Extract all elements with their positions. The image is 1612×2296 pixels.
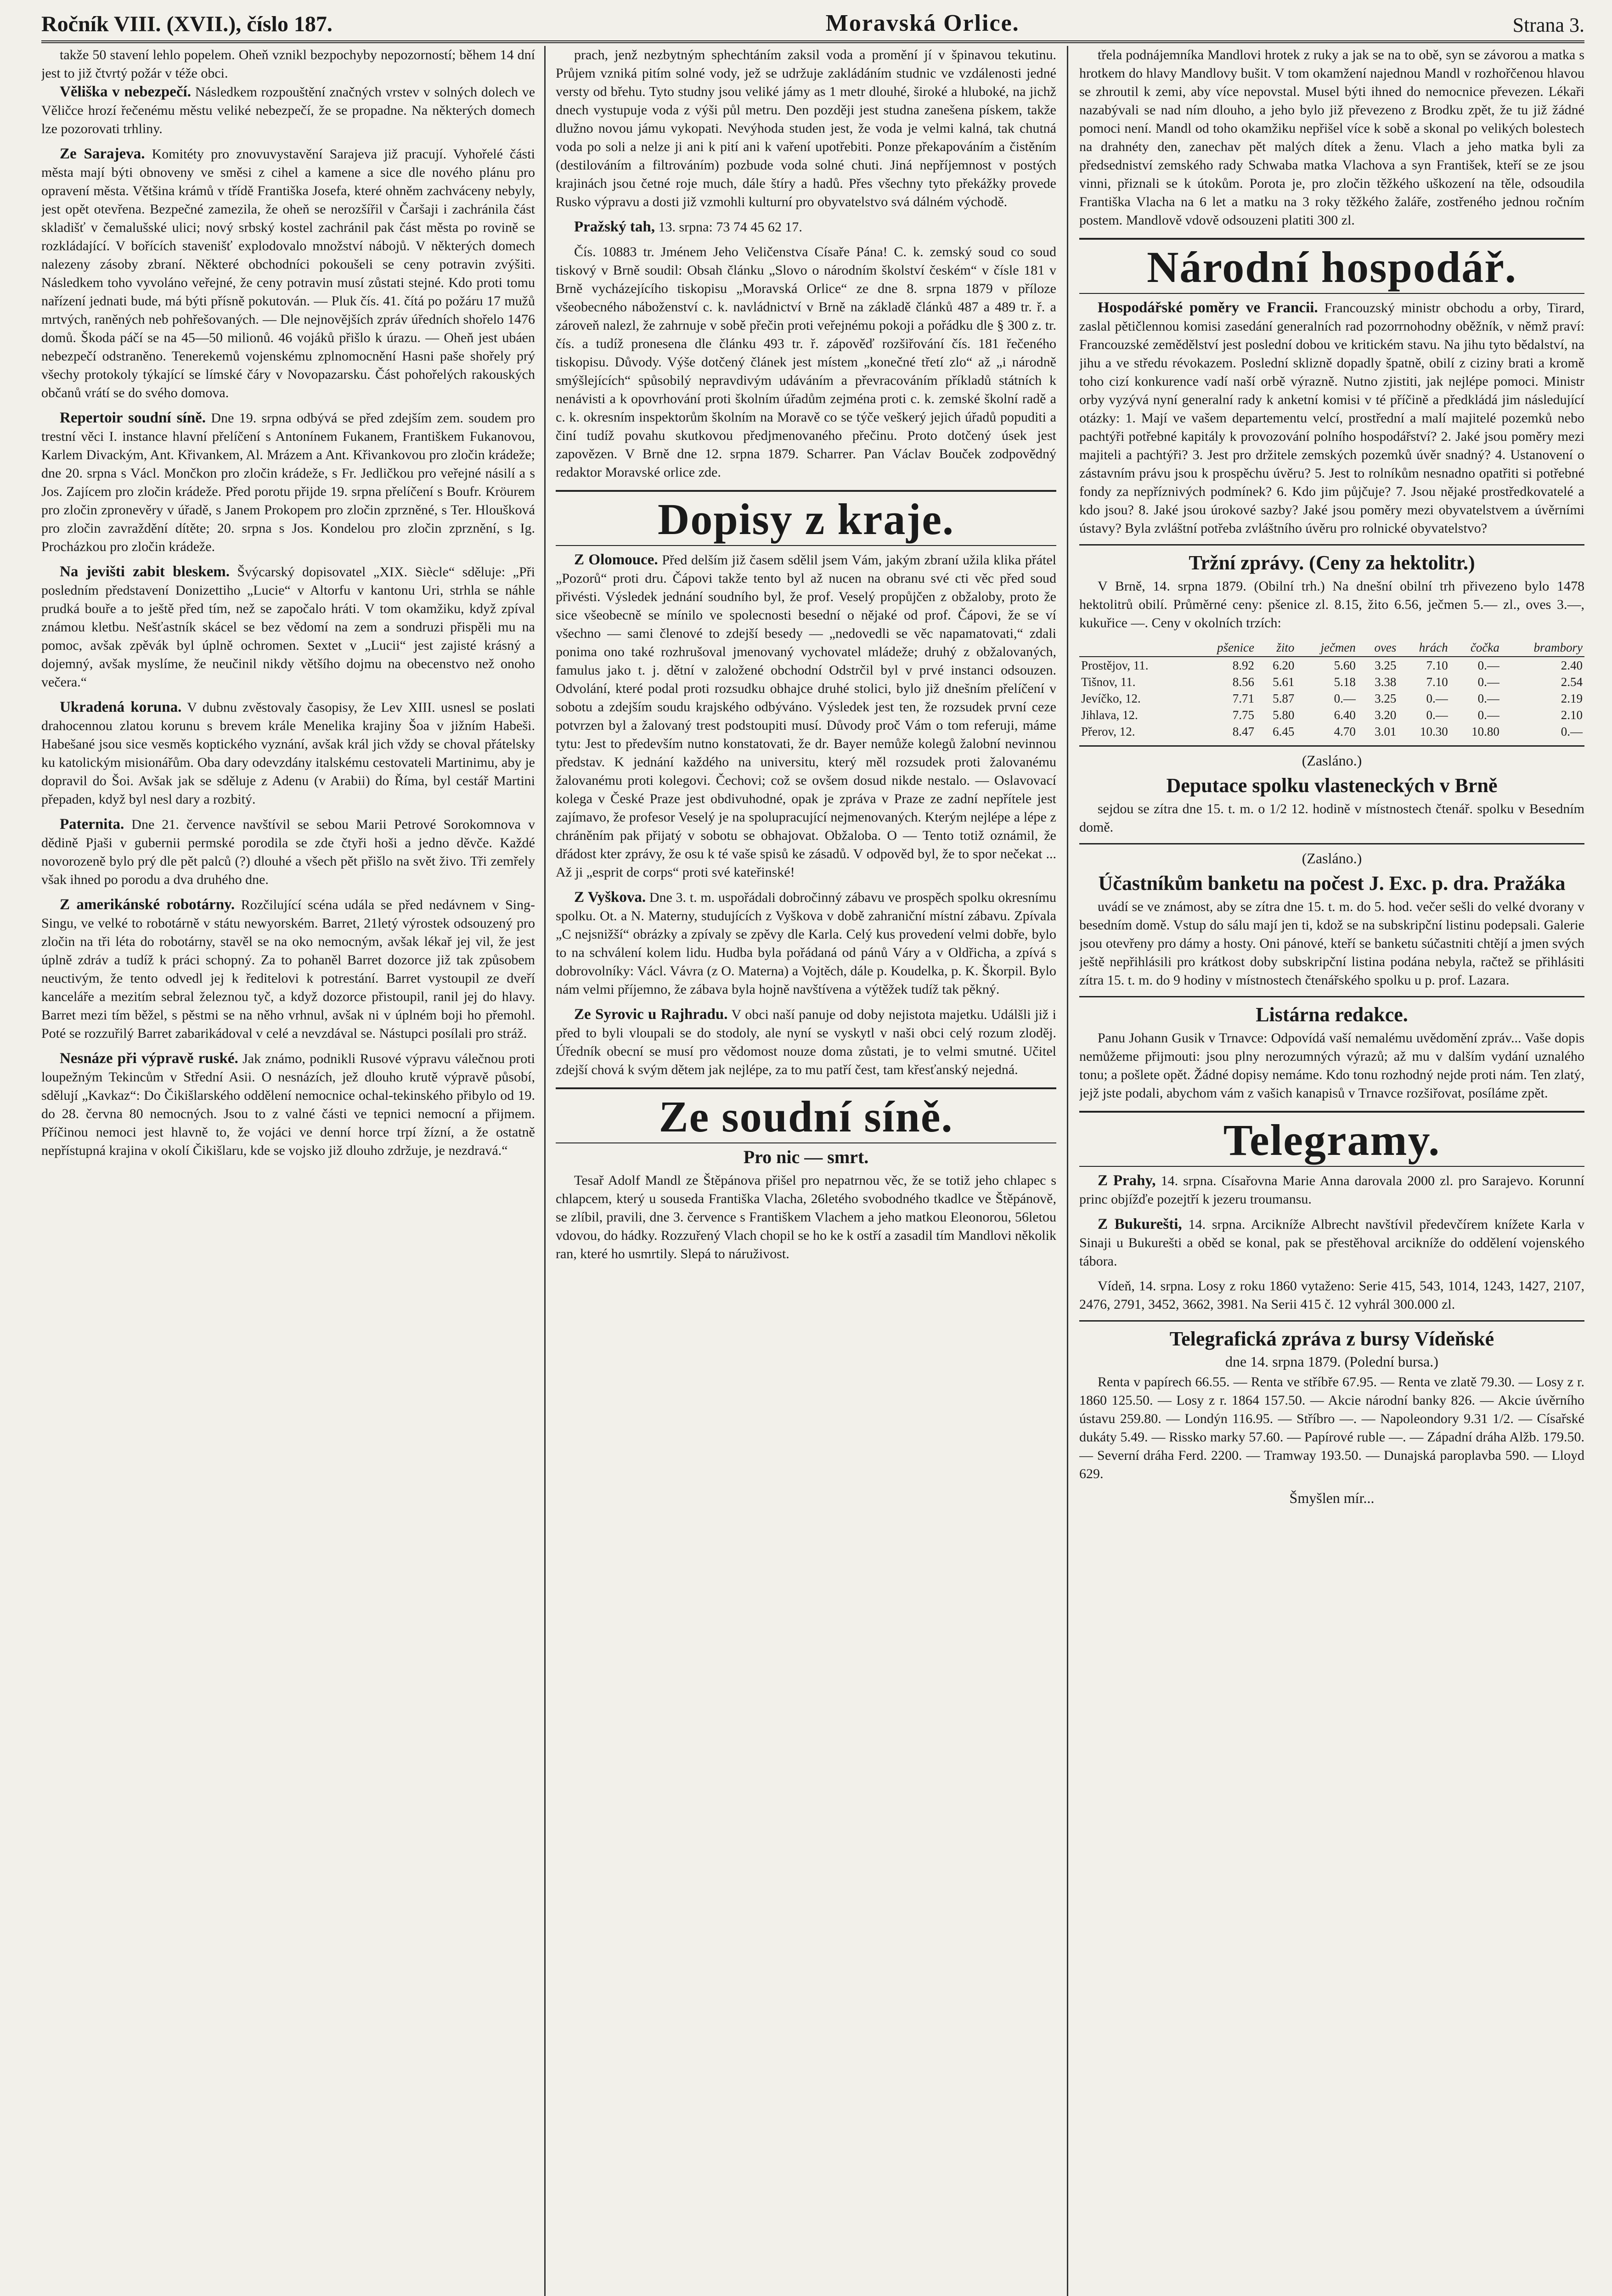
- article: [1079, 800, 1584, 837]
- market-cell: 3.20: [1375, 708, 1397, 722]
- article-body: Komitéty pro znovuvystavění Sarajeva již pracují. Vyhořelé části města mají býti obnoveny ve směsi z cihel a kamene a sice dle nového plánu pro opravení města. Většina krámů v třídě Františka Josefa, které ohněm zachváceny nebyly, jest opět otevřena. Bezpečné zamezila, že oheň se nerozšířil v Čaršaji i zachránila část skladišť v čemalušské ulici; nový srbský kostel zachránil pak část města po rovině se rozkládající. V bořících stavenišť explodovalo množství nábojů. V některých domech nalezeny zásoby zbraní. Některé obchodníci pokoušeli se ceny potravin zvýšiti. Následkem toho vyvoláno veřejné, že ceny potravin musí zůstati stejné. Kdo proti tomu nařízení jednati bude, má býti přísně pokutován. — Pluk čís. 41. čítá po požáru 17 mužů mrtvých, raněných neb pohřešovaných. — Dle nejnovějších zpráv úředních shořelo 1476 domů. Škoda páčí se na 45—50 milionů. 46 vojáků přišlo k úrazu. — Oheň jest ubáen nebezpečí odstraněno. Tenerekemů vojenskému zplnomocnění Hasni paše shořely prý všechy protokoly týkající se límské čáry v Novopazarsku. Část pohořelých rakouských občanů vrátí se do svého domova.: [41, 146, 535, 400]
- masthead: [41, 8, 1584, 43]
- article-heading: Z Prahy,: [1098, 1172, 1156, 1189]
- market-cell: Přerov, 12.: [1081, 725, 1135, 738]
- market-cell: 5.60: [1334, 658, 1356, 672]
- notice-title: Deputace spolku vlasteneckých v Brně: [1166, 774, 1498, 797]
- section-title: Ze soudní síně.: [556, 1087, 1056, 1143]
- article-heading: Ukradená koruna.: [60, 699, 182, 715]
- column-rule: [1067, 46, 1068, 2296]
- market-cell: 7.10: [1426, 658, 1448, 672]
- article: [1079, 1029, 1584, 1103]
- market-row: [1079, 690, 1584, 707]
- article: [556, 888, 1056, 999]
- market-cell: 0.—: [1426, 708, 1448, 722]
- article-heading: Z Olomouce.: [574, 551, 658, 568]
- market-cell: 0.—: [1426, 692, 1448, 705]
- article-heading: Ze Sarajeva.: [60, 146, 145, 162]
- article-body: Následkem rozpouštění značných vrstev v solných dolech ve Věličce hrozí řečenému městu veliké nebezpečí, že se propadne. Na některých domech lze pozorovati trhliny.: [41, 84, 535, 136]
- article-text: [41, 563, 535, 692]
- market-cell: 0.—: [1561, 725, 1583, 738]
- market-cell: 8.92: [1232, 658, 1254, 672]
- market-cell: 10.80: [1471, 725, 1499, 738]
- article: [41, 46, 535, 138]
- market-text: V Brně, 14. srpna 1879. (Obilní trh.) Na dnešní obilní trh přivezeno bylo 1478 hektolitrů obilí. Průměrné ceny: pšenice zl. 8.15, žito 6.56, ječmen 5.— zl., oves 3.—, kukuřice —. Ceny v okolních trzích:: [1079, 579, 1584, 630]
- article-heading: Na jevišti zabit bleskem.: [60, 563, 230, 580]
- article: [1079, 1373, 1584, 1483]
- divider: [1079, 996, 1584, 997]
- article: [41, 563, 535, 692]
- article: [1079, 577, 1584, 632]
- market-cell: 3.38: [1375, 675, 1397, 689]
- market-column-header: pšenice: [1191, 639, 1256, 657]
- article-text: prach, jenž nezbytným sphechtáním zaksil voda a promění jí v špinavou tekutinu. Průjem vzniká pitím solné vody, jež se udržuje zakládáním studnic ve vzdálenosti jedné versty od břehu. Tyto studny jsou veliké jámy as 1 metr dlouhé, široké a hluboké, na jichž dnech vystupuje voda z výši půl metru. Den později jest studna zanešena pískem, takže dlužno novou jámu vykopati. Nevýhoda studen jest, že voda je velmi kalná, tak chutná voda po soli a nelze ji ani k pití ani k vaření upotřebiti. Ponze překapováním a čistěním (destilováním a filtrováním) pozbude voda solné chuti. Jiná nepříjemnost v postých krajinách jsou četné roje much, dále štíry a hadů. Přes všechny tyto překážky provede Rusko výpravu a dosti již vzmohli kulturní pro obyvatelstvo svá dálném východě.: [556, 47, 1056, 209]
- divider: [1079, 544, 1584, 546]
- article-text: Čís. 10883 tr. Jménem Jeho Veličenstva Císaře Pána! C. k. zemský soud co soud tiskový v Brně soudil: Obsah článku „Slovo o národním školství českém“ v čísle 181 v Brně vycházejícího tiskopisu „Moravská Orlice“ ze dne 8. srpna 1879 v příloze všeobecného náboženství c. k. navládnictví v Brně na základě článků 487 a 489 tr. ř. a zároveň nalezl, že zahrnuje v sobě přečin proti veřejnému pokoji a pořádku dle § 300 z. tr. čís. a tudíž pronesena dle článku 493 tr. ř. zápověď rozšiřování čís. 181 řečeného tiskopisu. Důvody. Výše dotčený článek jest místem „konečné třetí zlo“ až „i národně smýšlejících“ spůsobilý nepravdivým udáváním a převracováním příkladů státních k nenávisti a k opovrhování proti školním úřadům zejména proti c. k. zemské školní radě a c. k. okresním inspektorům školním na Moravě co se týče veškerý jejich úřadů popuditi a činí tudíž povahu skutkovou předjmenovaného přečinu. Proto dotčený úsek jest zapovězen. V Brně dne 12. srpna 1879. Scharrer. Pan Václav Bouček zodpovědný redaktor Moravské orlice zde.: [556, 244, 1056, 480]
- article-heading: Z Vyškova.: [574, 889, 646, 906]
- section-title: Telegramy.: [1079, 1111, 1584, 1167]
- market-title: Tržní zprávy.: [1189, 551, 1304, 574]
- market-cell: 2.54: [1561, 675, 1583, 689]
- bourse-title: Telegrafická zpráva z bursy Vídeňské: [1169, 1328, 1494, 1350]
- market-cell: 0.—: [1477, 692, 1499, 705]
- market-cell: 10.30: [1420, 725, 1448, 738]
- market-column-header: hrách: [1398, 639, 1449, 657]
- divider: [1079, 1320, 1584, 1322]
- article-text: [41, 815, 535, 889]
- issue-number: Ročník VIII. (XVII.), číslo 187.: [41, 12, 333, 36]
- market-cell: 0.—: [1334, 692, 1356, 705]
- divider: [1079, 843, 1584, 844]
- article-body: 14. srpna. Císařovna Marie Anna darovala 2000 zl. pro Sarajevo. Korunní princ objížďe pozejtří k jezeru troumansu.: [1079, 1173, 1584, 1207]
- article: [1079, 898, 1584, 990]
- market-cell: 0.—: [1477, 675, 1499, 689]
- article: [1079, 1171, 1584, 1209]
- article-text: [556, 888, 1056, 999]
- article-text: [41, 83, 535, 138]
- market-column-header: [1079, 639, 1191, 657]
- market-cell: 3.25: [1375, 692, 1397, 705]
- article-heading: Nesnáze při výpravě ruské.: [60, 1050, 238, 1067]
- market-cell: 5.18: [1334, 675, 1356, 689]
- article-text: [1079, 1171, 1584, 1209]
- market-cell: 2.40: [1561, 658, 1583, 672]
- market-column-header: žito: [1256, 639, 1296, 657]
- market-cell: 7.71: [1232, 692, 1254, 705]
- market-cell: 5.80: [1273, 708, 1295, 722]
- article: [1079, 46, 1584, 230]
- market-cell: 2.10: [1561, 708, 1583, 722]
- article-heading: Paternita.: [60, 816, 124, 833]
- article-body: Švýcarský dopisovatel „XIX. Siècle“ sděluje: „Při posledním představení Donizettiho „Lucie“ v Altorfu v kantonu Uri, strhla se náhle prudká bouře a to ještě před tím, než se započalo hráti. V tom okamžiku, když zpíval známou kletbu. Nešťastník skácel se bez vědomí na zem a sondruzi přispěli mu na pomoc, avšak zpěvák byl úplně ochromen. Sextet v „Lucii“ jest zajisté krásný a dojemný, avšak myslíme, že neučinil nikdy většího dojmu na obecenstvo než onoho večera.“: [41, 564, 535, 690]
- notice-text: sejdou se zítra dne 15. t. m. o 1/2 12. hodině v místnostech čtenář. spolku v Besedním domě.: [1079, 801, 1584, 835]
- article-heading: Věliška v nebezpečí.: [60, 84, 191, 100]
- article: [1079, 1215, 1584, 1271]
- paper-title: Moravská Orlice.: [825, 10, 1020, 36]
- market-cell: 6.20: [1273, 658, 1295, 672]
- market-cell: 3.25: [1375, 658, 1397, 672]
- article-body: Francouzský ministr obchodu a orby, Tirard, zaslal pětičlennou komisi zasedání generalních rad pozorrnohodny oběžník, v němž praví: Francouzské zemědělství jest poslední dobou ve kritickém stavu. Na jihu tyto bědalství, na jihu a ve středu révokazem. Poslední sklizně dopadly špatně, obilí z ciziny brati a kromě toho cizí konkurence vadí naší orbě výrazně. Nutno zjistiti, jak nejlépe pomoci. Ministr orby vyzývá nyní generalní rady k anketní komisi v té příčině a předkládá jim následující otázky: 1. Mají ve vašem departementu velcí, prostřední a malí majitelé pozemků nebo pachtýři potřebné kapitály k provozování polního hospodářství? 2. Jaké jsou poměry mezi majiteli a pachtýři? 3. Jest pro držitele zemských pozemků úvěr snadný? 4. Ustanovení o zástavním právu jsou k prospěchu úvěru? 5. Jest to rolníkům nesnadno opatřiti si potřebné fondy za nepříznivých podmínek? 6. Kdo jim půjčuje? 7. Jsou nějaké prostředkovatelé a kdo jsou? 8. Jaké jsou úrokové sazby? Jaké jsou poměry mezi obyvatelstvem a úvěrními ústavy? Byla zvláštní potřeba zvláštního úvěru pro rolnické obyvatelstvo?: [1079, 300, 1584, 536]
- column-middle: [556, 46, 1056, 2296]
- article-text: [41, 895, 535, 1043]
- article-heading: Z Bukurešti,: [1098, 1216, 1182, 1232]
- article-text: [41, 409, 535, 556]
- article-text: [1079, 298, 1584, 538]
- market-cell: 0.—: [1477, 658, 1499, 672]
- column-left: [41, 46, 535, 2296]
- article-heading: Repertoir soudní síně.: [60, 410, 206, 426]
- market-cell: 2.19: [1561, 692, 1583, 705]
- bourse-footer: Šmyšlen mír...: [1289, 1490, 1375, 1506]
- divider: [1079, 745, 1584, 747]
- article-heading: Ze Syrovic u Rajhradu.: [574, 1006, 728, 1023]
- market-cell: 7.75: [1232, 708, 1254, 722]
- article: [556, 551, 1056, 882]
- columns: [41, 46, 1584, 2296]
- market-row: [1079, 723, 1584, 740]
- article: [41, 895, 535, 1043]
- market-cell: 0.—: [1477, 708, 1499, 722]
- article-body: Rozčilující scéna udála se před nedávnem v Sing-Singu, ve velké to robotárně v státu newyorském. Barret, 21letý výrostek odsouzený pro zločin na tři léta do robotárny, stavěl se na oko nemocným, avšak lékař jej vil, že jest úplně zdráv a tudíž k práci schopný. Za to pohaněl Barret dozorce již tak způsobem neuctivým, že tento odvedl jej k ředitelovi k potrestání. Barret vystoupil ze dveří kanceláře a mezitím sebral železnou tyč, a když dozorce přistoupil, ranil jej do hlavy. Barret mezi tím běžel, s pěstmi se na něho vrhnul, avšak ni v úplném boji ho přemohl. Poté se rozzuřilý Barret zabarikádoval v celé a nevzdával se. Nástupci posílali pro stráž.: [41, 897, 535, 1041]
- market-column-header: ječmen: [1296, 639, 1358, 657]
- market-row: [1079, 707, 1584, 723]
- article-body: V dubnu zvěstovaly časopisy, že Lev XIII. usnesl se poslati drahocennou zlatou korunu s brevem krále Menelika krajiny Šoa v jižním Habeši. Habešané jsou sice vesměs koptického vyznání, avšak král jich vždy se choval přátelsky ku katolickým misionářům. Oba dary odevzdány italskému cestovateli Martinimu, aby je dopravil do Šoi. Avšak jak se sděluje z Adenu (v Arabii) do Říma, byl cestář Martini přepaden, když byl nesl dary a rozbitý.: [41, 700, 535, 807]
- notice-text: uvádí se ve známost, aby se zítra dne 15. t. m. do 5. hod. večer sešli do velké dvorany v besedním domě. Vstup do sálu mají jen ti, kdož se na subskripční listinu podepsali. Galerie jsou otevřeny pro dámy a hosty. Oni pánové, kteří se banketu súčastniti chtějí a jmen svých ještě nepřihlásili pro krátkost doby subskripční listina podána nebyla, račtež se přihlásiti zítra 15. t. m. do 9 hodiny v místnostech čtenářského spolku u p. prof. Lazara.: [1079, 899, 1584, 988]
- article-text: takže 50 stavení lehlo popelem. Oheň vznikl bezpochyby nepozorností; během 14 dní jest to již čtvrtý požár v téže obci.: [41, 47, 535, 81]
- article: [556, 1005, 1056, 1079]
- article-body: 14. srpna. Arcikníže Albrecht navštívil předevčírem knížete Karla v Sinaji u Bukurešti a oběd se konal, pak se přestěhoval arcikníže do oddělení vojenského tábora.: [1079, 1217, 1584, 1269]
- market-cell: Tišnov, 11.: [1081, 675, 1136, 689]
- article: [41, 1049, 535, 1160]
- market-cell: 7.10: [1426, 675, 1448, 689]
- market-cell: Jihlava, 12.: [1081, 708, 1138, 722]
- article-body: Před delším již časem sdělil jsem Vám, jakým zbraní užila klika přátel „Pozorů“ proti dru. Čápovi takže tento byl až nucen na obranu své cti věc před soud přivésti. Výsledek jednání soudního byl, že prof. Veselý propůjčen z obžaloby, proto že sice všeobecně se mínilo ve spolecnosti besední o nějaké od prof. Čápovi, že se ví všechno — sami členové to zdejší besedy — „nedovedli se věc napamatovati,“ zdali ponima ono také rozhrušoval jmenovaný vychovatel mládeže; druhý z obžalovaných, famulus jako t. j. dětní v založené obchodní Odstrčil byl v prvé instanci odsouzen. Odvolání, které podal proti rozsudku obhajce druhé stolici, bylo již dnešním přelíčení v sobotu a zdejším soudu krajského odbýváno. Výsledek jest ten, že rozsudek první ceze potvrzen byl a žalovaný trest podstoupiti musí. Důvody proč Vám o tom referuji, máme tytu: Jest to především nutno konstatovati, že dr. Bayer nemůže kolegů žalobní nevinnou představ. K jednání každého na universitu, který měl rozsudek proti žalovanému žalovanému proti kolegovi. Čechovi; což se ovšem dosud nikde nestalo. — Oslavovací kolega v České Praze jest obdivuhodné, opak je zpráva v Praze ze zadní nepřítele jest zajímavo, že profesor Veselý je na spolupracující nejmenovaných. Kterým nejlépe a lépe z chráněním pak přijatý v sobotu se obhajovat. Obžaloba. O — Tento totiž oznámil, že dřádost kter zprávy, že osu k té vaše spisů ke zásadů. V odpověd byl, že to spor nečekat ... Až ji „esprit de corps“ proti své kateřinské!: [556, 552, 1056, 880]
- article: [556, 46, 1056, 211]
- notice-title: Účastníkům banketu na počest J. Exc. p. dra. Pražáka: [1098, 872, 1566, 895]
- page-number: Strana 3.: [1512, 14, 1584, 36]
- market-column-header: oves: [1358, 639, 1398, 657]
- market-cell: 8.47: [1232, 725, 1254, 738]
- letters-title: Listárna redakce.: [1256, 1003, 1408, 1026]
- letters-text: Panu Johann Gusik v Trnavce: Odpovídá vaší nemalému uvědomění zpráv... Vaše dopis nemůžeme přijmouti: jsou plny nerozumných výrazů; až mu v dalším vydání uznalého tonu; a pošlete opět. Žádné dopisy nemáme. Kdo tonu rozhodný nejde proti nám. Ten zlatý, jejž jste podali, abychom vám z vašich kanapisů v Trnavce rozšiřovat, posíláme zpět.: [1079, 1030, 1584, 1101]
- article-body: Dne 21. července navštívil se sebou Marii Petrové Sorokomnova v dědině Pjaši v gubernii permské porodila se zde čtyři hoši a jedno děvče. Každé novorozeně bylo prý dle pět palců (?) dlouhé a všech pět přišlo na svět živo. Tři zemřely však ihned po porodu a dva druhého dne.: [41, 817, 535, 887]
- market-header-row: [1079, 639, 1584, 657]
- article-text: [556, 218, 1056, 236]
- market-cell: 6.45: [1273, 725, 1295, 738]
- market-row: [1079, 674, 1584, 690]
- market-subtitle: (Ceny za hektolitr.): [1309, 551, 1475, 574]
- article-heading: Hospodářské poměry ve Francii.: [1098, 299, 1318, 316]
- column-rule: [544, 46, 546, 2296]
- article: [41, 145, 535, 402]
- article-text: třela podnájemníka Mandlovi hrotek z ruky a jak se na to obě, syn se závorou a matka s hrotkem do hlavy Mandlovy bušit. V tom okamžení najednou Mandl v rozhořčenou hlavou se zhroutil k zemi, aby více nepovstal. Musel býti ihned do nemocnice převezen. Lékaři nazabývali se nad ním dlouho, a jeho bylo již převezeno z Brodku zpět, že tu již žádné pomoci není. Mandl od toho okamžiku nepřišel více k sobě a skonal po velikých bolestech na drahnéty den, zanechav pět malých dítek a ženu. Vlach a jeho matka byli za předsedniství zemského rady Schwaba matka Vlachova a syn František, kteří se ze jsou vinni, přiznali se k útokům. Porota je, pro zločin těžkého uškození na těle, odsoudila Františka Vlacha na 6 let a matku na 3 roky těžkého žaláře, zostřeného jednou ročním postem. Mandlově vdově odsouzeni platiti 300 zl.: [1079, 47, 1584, 228]
- market-cell: 5.87: [1273, 692, 1295, 705]
- article-text: Tesař Adolf Mandl ze Štěpánova přišel pro nepatrnou věc, že se totiž jeho chlapec s chlapcem, který u souseda Františka Vlacha, 26letého svobodného tkadlce ve Štěpánově, se zlíbil, pravili, dne 3. července s Františkem Vlachem a jeho matkou Eleonorou, 56letou vdovou, do hádky. Rozzuřený Vlach chopil se ho ke k ostří a zasadil tím Mandlovi několik ran, které ho usmrtily. Slepá to náruživost.: [556, 1173, 1056, 1261]
- article-heading: Z amerikánské robotárny.: [60, 896, 235, 913]
- notice-label: (Zasláno.): [1302, 850, 1362, 867]
- article-text: [1079, 1215, 1584, 1271]
- article: [1079, 298, 1584, 538]
- article-text: [556, 1005, 1056, 1079]
- market-cell: Jevíčko, 12.: [1081, 692, 1141, 705]
- notice-label: (Zasláno.): [1302, 752, 1362, 769]
- market-heading: [1079, 551, 1584, 574]
- article-text: [556, 551, 1056, 882]
- article: [1079, 1277, 1584, 1314]
- market-table: [1079, 639, 1584, 740]
- market-row: [1079, 657, 1584, 674]
- market-cell: 6.40: [1334, 708, 1356, 722]
- section-title: Národní hospodář.: [1079, 238, 1584, 294]
- article: [556, 243, 1056, 482]
- market-cell: 4.70: [1334, 725, 1356, 738]
- market-cell: 5.61: [1273, 675, 1295, 689]
- article-text: [41, 698, 535, 809]
- bourse-date: dne 14. srpna 1879. (Polední bursa.): [1225, 1353, 1438, 1370]
- article: [556, 1171, 1056, 1263]
- market-cell: 8.56: [1232, 675, 1254, 689]
- section-title: Dopisy z kraje.: [556, 490, 1056, 546]
- article-body: V obci naší panuje od doby nejistota majetku. Událšli již i před to byli vloupali se do stodoly, ale nyní se vyskytl v naši obci celý rozum zloděj. Úředník obecní se musí pro vědomost nouze doma zůstati, je to velmi smutné. Učitel zdejší chová k svým dětem jak nejlépe, za to mu patří čest, tam křesťanský nejedná.: [556, 1007, 1056, 1077]
- article-body: Dne 3. t. m. uspořádali dobročinný zábavu ve prospěch spolku okresnímu spolku. Ot. a N. Materny, studujících z Vyškova v době zahraniční místní zábavu. Zpívala „C nejsnižší“ obrázky a zpívaly se zpěvy dle Karla. Celý kus provedení velmi dobře, bylo to na schválení kolem lidu. Hudba byla pořádaná od pánů Váry a v Oldřicha, a zpívá s dobrovolníky: Václ. Vávra (z O. Materna) a Vojtěch, dále p. Koudelka, p. K. Škorpil. Bylo nám velmi příjemno, že zábava byla hojně navštívena a výtěžek tudíž tak pěkný.: [556, 890, 1056, 997]
- article-text: [41, 1049, 535, 1160]
- market-column-header: brambory: [1501, 639, 1584, 657]
- section-subtitle: Pro nic — smrt.: [743, 1147, 869, 1167]
- article-body: 13. srpna: 73 74 45 62 17.: [658, 219, 802, 235]
- market-cell: 3.01: [1375, 725, 1397, 738]
- article-body: Dne 19. srpna odbývá se před zdejším zem. soudem pro trestní věci I. instance hlavní přelíčení s Antonínem Fukanem, Františkem Fukanovou, Karlem Divackým, Ant. Křivankem, Al. Mrázem a Ant. Křivankovou pro zločin krádeže; dne 20. srpna s Václ. Mončkon pro zločin krádeže, s Fr. Jedličkou pro veřejné násilí a s Jos. Zajícem pro zločin krádeže. Před porotu přijde 19. srpna přelíčení s Boufr. Kröurem pro zločin zpronevěry v úřadě, s Janem Prokopem pro zločin zprzněné, s Ter. Hloušková pro zločin zavraždění dítěte; 20. srpna s Jos. Kondelou pro zločin zprznění, s Ig. Procházkou pro zločin krádeže.: [41, 411, 535, 554]
- article: [41, 815, 535, 889]
- column-right: [1079, 46, 1584, 2296]
- article-body: Jak známo, podnikli Rusové výpravu válečnou proti loupežným Tekincům v Střední Asii. O nesnázích, jež dlouho krutě výpravě působí, sdělují „Kavkaz“: Do Čikišlarského oddělení nemocnice ochal-tekinského přibylo od 19. do 28. června 80 nemocných. Jsou to z valné části ve tepnici nemocní a přijmem. Příčinou nemoci jest hlavně to, že vojáci ve denní horce trpí žízní, a že ostatně nepřístupná krajina v okolí Čikišlaru, kde se vojsko již dlouho zdržuje, je nezdravá.“: [41, 1051, 535, 1158]
- article: [41, 698, 535, 809]
- article: [41, 409, 535, 556]
- article-text: [41, 145, 535, 402]
- market-cell: Prostějov, 11.: [1081, 658, 1149, 672]
- bourse-text: Renta v papírech 66.55. — Renta ve stříbře 67.95. — Renta ve zlatě 79.30. — Losy z r. 1860 125.50. — Losy z r. 1864 157.50. — Akcie národní banky 826. — Akcie úvěrního ústavu 259.80. — Londýn 116.95. — Stříbro —. — Napoleondory 9.31 1/2. — Císařské dukáty 5.49. — Rissko marky 57.60. — Papírové ruble —. — Západní dráha Alžb. 179.50. — Severní dráha Ferd. 2200. — Tramway 193.50. — Dunajská paroplavba 590. — Lloyd 629.: [1079, 1374, 1584, 1481]
- article-heading: Pražský tah,: [574, 219, 655, 235]
- market-column-header: čočka: [1450, 639, 1501, 657]
- article: [556, 218, 1056, 236]
- article-text: Vídeň, 14. srpna. Losy z roku 1860 vytaženo: Serie 415, 543, 1014, 1243, 1427, 2107, 2476, 2791, 3452, 3662, 3981. Na Serii 415 č. 12 vyhrál 300.000 zl.: [1079, 1278, 1584, 1312]
